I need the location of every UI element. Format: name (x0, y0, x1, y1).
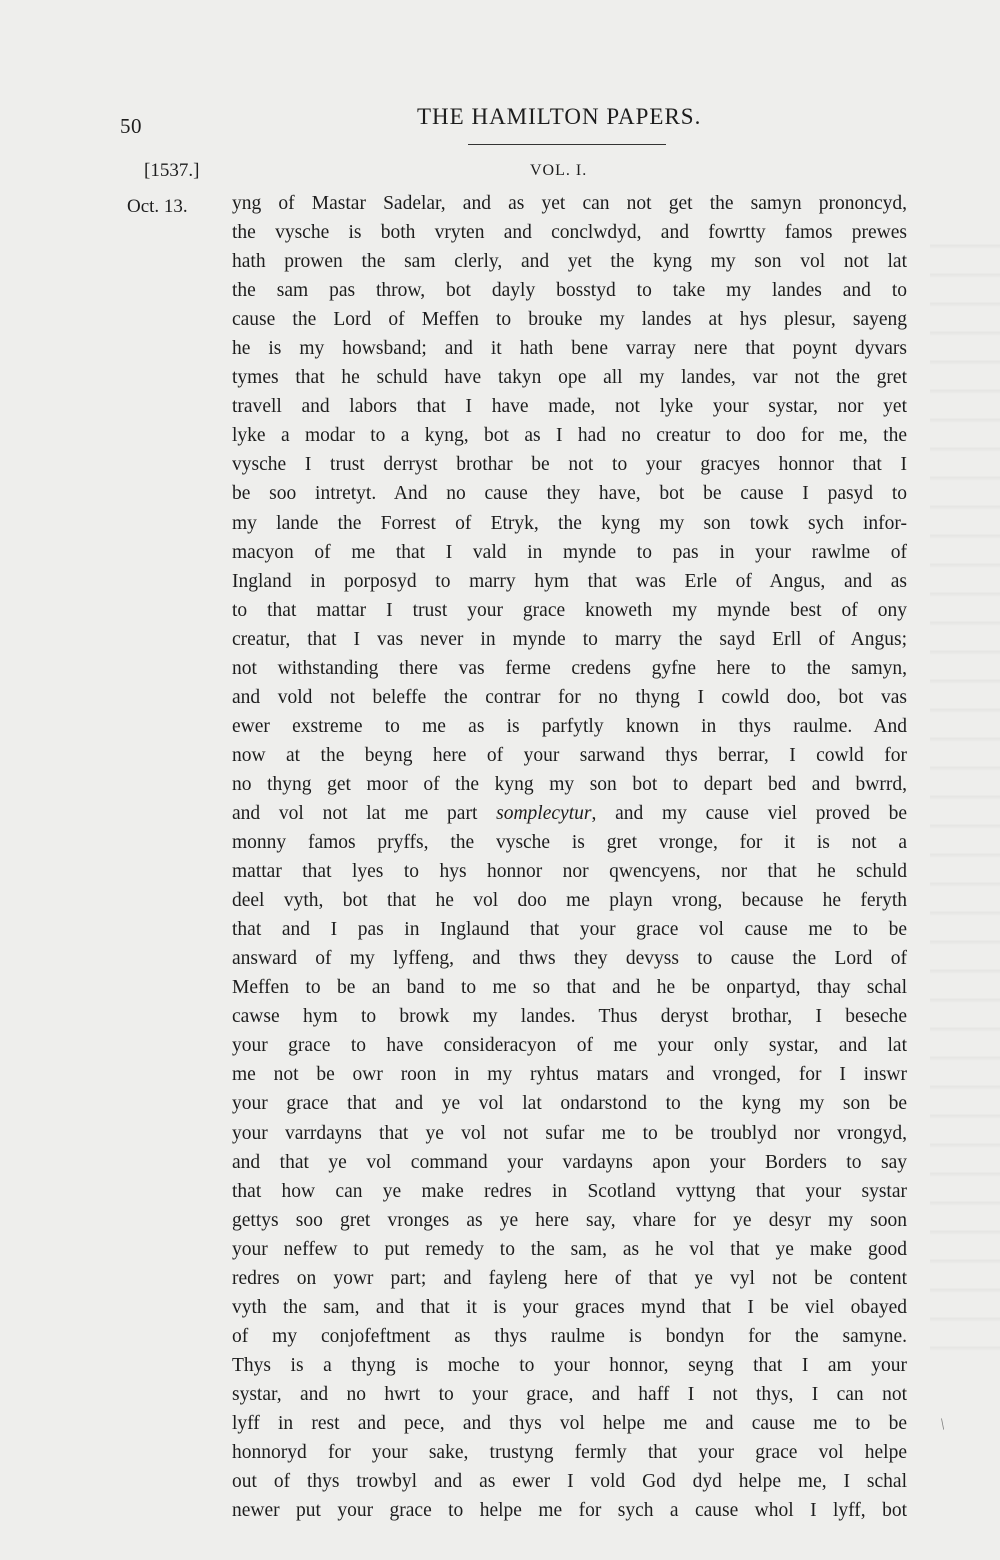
text-line: hath prowen the sam clerly, and yet the kyng my son vol not lat (232, 251, 907, 273)
text-line: be soo intretyt. And no cause they have, bot be cause I pasyd to (232, 483, 907, 505)
text-line: to that mattar I trust your grace knoweth my mynde best of ony (232, 599, 907, 621)
text-line: Thys is a thyng is moche to your honnor, seyng that I am your (232, 1354, 907, 1376)
bleed-through-shadow (930, 220, 1000, 1370)
text-line: your grace to have consideracyon of me your only systar, and lat (232, 1035, 907, 1057)
text-line: mattar that lyes to hys honnor nor qwencyens, nor that he schuld (232, 861, 907, 883)
text-line: ewer exstreme to me as is parfytly known in thys raulme. And (232, 715, 907, 737)
text-line: newer put your grace to helpe me for sych a cause whol I lyff, bot (232, 1500, 907, 1522)
text-line: monny famos pryffs, the vysche is gret vronge, for it is not a (232, 832, 907, 854)
text-line: cause the Lord of Meffen to brouke my landes at hys plesur, sayeng (232, 309, 907, 331)
text-line: he is my howsband; and it hath bene varray nere that poynt dyvars (232, 338, 907, 360)
text-line: lyke a modar to a kyng, bot as I had no creatur to doo for me, the (232, 425, 907, 447)
page-number: 50 (120, 114, 142, 138)
text-line: lyff in rest and pece, and thys vol helpe me and cause me to be (232, 1412, 907, 1434)
text-line: now at the beyng here of your sarwand thys berrar, I cowld for (232, 744, 907, 766)
text-line: not withstanding there vas ferme credens gyfne here to the samyn, (232, 657, 907, 679)
text-line: and vol not lat me part somplecytur, and my cause viel proved be (232, 802, 908, 824)
text-line: cawse hym to browk my landes. Thus deryst brothar, I beseche (232, 1006, 907, 1028)
volume-label: VOL. I. (530, 162, 588, 179)
text-line: travell and labors that I have made, not lyke your systar, nor yet (232, 396, 907, 418)
text-line: macyon of me that I vald in mynde to pas in your rawlme of (232, 541, 907, 563)
text-line: no thyng get moor of the kyng my son bot to depart bed and bwrrd, (232, 773, 907, 795)
text-line: vysche I trust derryst brothar be not to your gracyes honnor that I (232, 454, 907, 476)
year-marker: [1537.] (144, 160, 200, 181)
text-line: systar, and no hwrt to your grace, and haff I not thys, I can not (232, 1383, 907, 1405)
text-line: deel vyth, bot that he vol doo me playn vrong, because he feryth (232, 890, 907, 912)
text-line: and vold not beleffe the contrar for no thyng I cowld doo, bot vas (232, 686, 907, 708)
text-line: the sam pas throw, bot dayly bosstyd to take my landes and to (232, 280, 907, 302)
text-line: creatur, that I vas never in mynde to marry the sayd Erll of Angus; (232, 628, 907, 650)
text-line: gettys soo gret vronges as ye here say, vhare for ye desyr my soon (232, 1209, 907, 1231)
text-line: your grace that and ye vol lat ondarstond to the kyng my son be (232, 1093, 907, 1115)
text-line: Meffen to be an band to me so that and he be onpartyd, thay schal (232, 977, 907, 999)
margin-mark: / (936, 1416, 950, 1434)
text-line: Ingland in porposyd to marry hym that was Erle of Angus, and as (232, 570, 907, 592)
running-title: THE HAMILTON PAPERS. (417, 104, 702, 129)
text-line: and that ye vol command your vardayns apon your Borders to say (232, 1151, 907, 1173)
margin-date: Oct. 13. (127, 196, 188, 217)
text-line: answard of my lyffeng, and thws they devyss to cause the Lord of (232, 948, 907, 970)
text-line: honnoryd for your sake, trustyng fermly that your grace vol helpe (232, 1442, 907, 1464)
text-line: yng of Mastar Sadelar, and as yet can not get the samyn prononcyd, (232, 193, 907, 214)
text-line: out of thys trowbyl and as ewer I vold God dyd helpe me, I schal (232, 1471, 907, 1493)
title-rule (468, 144, 666, 145)
italic-word: somplecytur (496, 802, 592, 824)
text-line: your neffew to put remedy to the sam, as he vol that ye make good (232, 1238, 907, 1260)
text-line: the vysche is both vryten and conclwdyd, and fowrtty famos prewes (232, 222, 907, 244)
text-line: my lande the Forrest of Etryk, the kyng my son towk sych infor- (232, 512, 907, 534)
text-line: redres on yowr part; and fayleng here of that ye vyl not be content (232, 1267, 907, 1289)
text-line: that and I pas in Inglaund that your grace vol cause me to be (232, 919, 907, 941)
text-line: tymes that he schuld have takyn ope all my landes, var not the gret (232, 367, 907, 389)
text-line: that how can ye make redres in Scotland vyttyng that your systar (232, 1180, 907, 1202)
text-line: of my conjofeftment as thys raulme is bondyn for the samyne. (232, 1325, 907, 1347)
text-line: your varrdayns that ye vol not sufar me to be troublyd nor vrongyd, (232, 1122, 907, 1144)
text-line: me not be owr roon in my ryhtus matars and vronged, for I inswr (232, 1064, 907, 1086)
text-line: vyth the sam, and that it is your graces mynd that I be viel obayed (232, 1296, 907, 1318)
letter-body (232, 189, 907, 1525)
